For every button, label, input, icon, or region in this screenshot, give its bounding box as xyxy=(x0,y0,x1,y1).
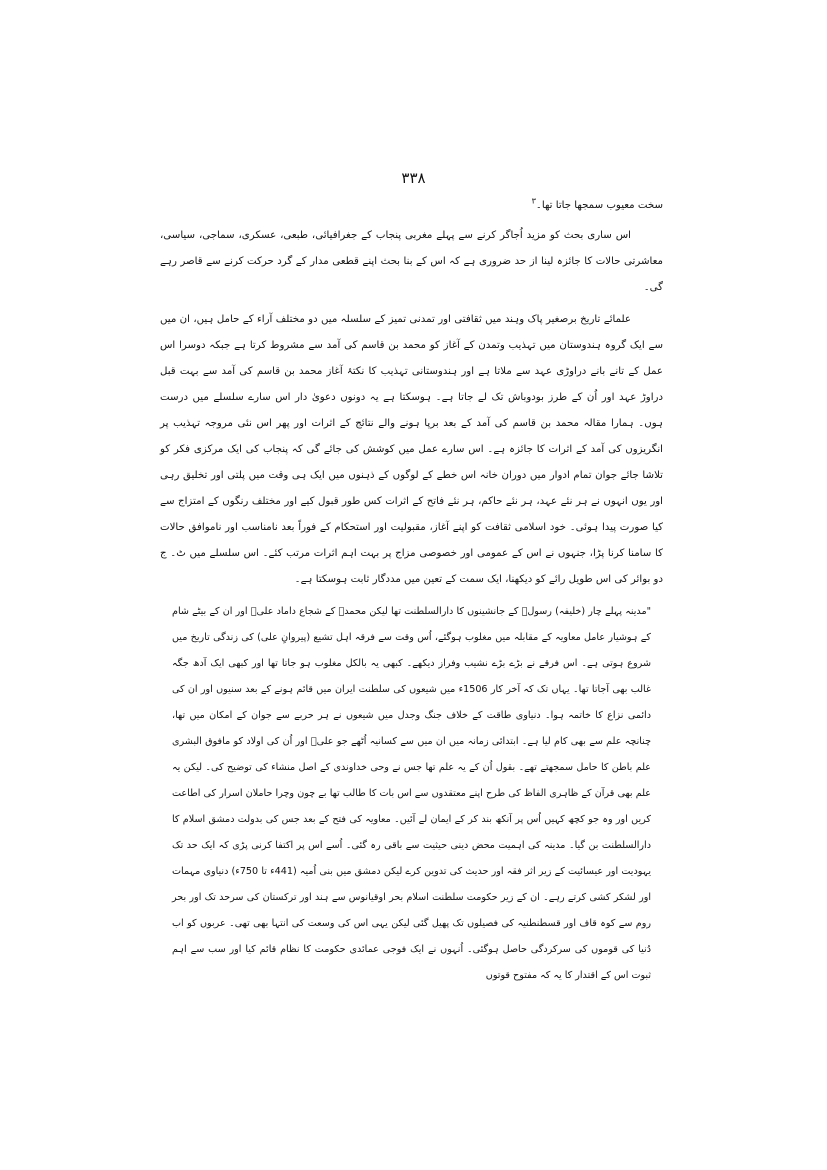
block-quote: "مدینہ پہلے چار (خلیفہ) رسولؐ کے جانشینوں کا دارالسلطنت تھا لیکن محمدؐ کے شجاع داماد علیؓ اور ان کے بیٹے شام کے ہوشیار عامل معاویہ کے مقابلہ میں مغلوب ہوگئے، اُس وقت سے فرقہ اہل تشیع (پیروانِ علی) کی زندگی تاریخ میں شروع ہوتی ہے۔ اس فرقے نے بڑے بڑے نشیب وفراز دیکھے۔ کبھی یہ بالکل مغلوب ہو جاتا تھا اور کبھی ایک آدھ جگہ غالب بھی آجاتا تھا۔ یہاں تک کہ آخر کار 1506ء میں شیعوں کی سلطنت ایران میں قائم ہونے کے بعد سنیوں اور ان کی دائمی نزاع کا خاتمہ ہوا۔ دنیاوی طاقت کے خلاف جنگ وجدل میں شیعوں نے ہر حربے سے جوان کے امکان میں تھا، چنانچہ علم سے بھی کام لیا ہے۔ ابتدائی زمانہ میں ان میں سے کسانیہ اُٹھے جو علیؓ اور اُن کی اولاد کو مافوق البشری علم باطن کا حامل سمجھتے تھے۔ بقول اُن کے یہ علم تھا جس نے وحی خداوندی کے اصل منشاء کی توضیح کی۔ لیکن یہ علم بھی قرآن کے ظاہری الفاظ کی طرح اپنے معتقدوں سے اس بات کا طالب تھا بے چون وچرا حاملان اسرار کی اطاعت کریں اور وہ جو کچھ کہیں اُس پر آنکھ بند کر کے ایمان لے آئیں۔ معاویہ کی فتح کے بعد جس کی بدولت دمشق اسلام کا دارالسلطنت بن گیا۔ مدینہ کی اہمیت محض دینی حیثیت سے باقی رہ گئی۔ اُسے اس پر اکتفا کرنی پڑی کہ ایک حد تک یہودیت اور عیسائیت کے زیر اثر فقہ اور حدیث کی تدوین کرے لیکن دمشق میں بنی اُمیہ (441ء تا 750ء) دنیاوی مہمات اور لشکر کشی کرتے رہے۔ ان کے زیر حکومت سلطنت اسلام بحر اوقیانوس سے ہند اور ترکستان کی سرحد تک اور بحر روم سے کوہ قاف اور قسطنطنیہ کی فصیلوں تک پھیل گئی لیکن یہی اس کی وسعت کی انتہا بھی تھی۔ عربوں کو اب دُنیا کی قوموں کی سرکردگی حاصل ہوگئی۔ اُنہوں نے ایک فوجی عمائدی حکومت کا نظام قائم کیا اور سب سے اہم ثبوت اس کے اقتدار کا یہ کہ مفتوح قوتوں xyxy=(172,606,651,981)
paragraph-1: اس ساری بحث کو مزید اُجاگر کرنے سے پہلے مغربی پنجاب کے جغرافیائی، طبعی، عسکری، سماجی، سیاسی، معاشرتی حالات کا جائزہ لینا از حد ضروری ہے کہ اس کے بنا بحث اپنے قطعی مدار کے گرد حرکت کرنے سے قاصر رہے گی۔ xyxy=(160,230,663,293)
body-text xyxy=(160,193,663,989)
opening-line xyxy=(160,193,663,219)
page-number: ۳۳۸ xyxy=(401,169,426,187)
paragraph-2: علمائے تاریخ برصغیر پاک وہند میں ثقافتی اور تمدنی تمیز کے سلسلہ میں دو مختلف آراء کے حامل ہیں، ان میں سے ایک گروہ ہندوستان میں تہذیب وتمدن کے آغاز کو محمد بن قاسم کی آمد سے مشروط کرتا ہے جبکہ دوسرا اس عمل کے تانے بانے دراوڑی عہد سے ملاتا ہے اور ہندوستانی تہذیب کا نکتۂ آغاز محمد بن قاسم کی آمد سے بہت قبل دراوڑ عہد اور اُن کے طرز بودوباش تک لے جاتا ہے۔ ہوسکتا ہے یہ دونوں دعویٰ دار اس سارے سلسلے میں درست ہوں۔ ہمارا مقالہ محمد بن قاسم کی آمد کے بعد برپا ہونے والے نتائج کے اثرات اور پھر اس نئی مروجہ تہذیب پر انگریزوں کی آمد کے اثرات کا جائزہ ہے۔ اس سارے عمل میں کوشش کی جائے گی کہ پنجاب کی ایک مرکزی فکر کو تلاشا جائے جوان تمام ادوار میں دوران خانہ اس خطے کے لوگوں کے ذہنوں میں ایک ہی وقت میں پلتی اور تخلیق رہی اور یوں انہوں نے ہر نئے عہد، ہر نئے حاکم، ہر نئے فاتح کے اثرات کس طور قبول کیے اور مختلف رنگوں کے امتزاج سے کیا صورت پیدا ہوئی۔ خود اسلامی ثقافت کو اپنے آغاز، مقبولیت اور استحکام کے فوراً بعد نامناسب اور ناموافق حالات کا سامنا کرنا پڑا، جنہوں نے اس کے عمومی اور خصوصی مزاج پر بہت اہم اثرات مرتب کئے۔ اس سلسلے میں ٹ۔ ج دو بوائر کی اس طویل رائے کو دیکھنا، ایک سمت کے تعین میں مددگار ثابت ہوسکتا ہے۔ xyxy=(160,314,664,585)
opening-line-text: سخت معیوب سمجھا جاتا تھا۔ xyxy=(535,200,663,211)
footnote-reference: ۳ xyxy=(531,196,536,206)
